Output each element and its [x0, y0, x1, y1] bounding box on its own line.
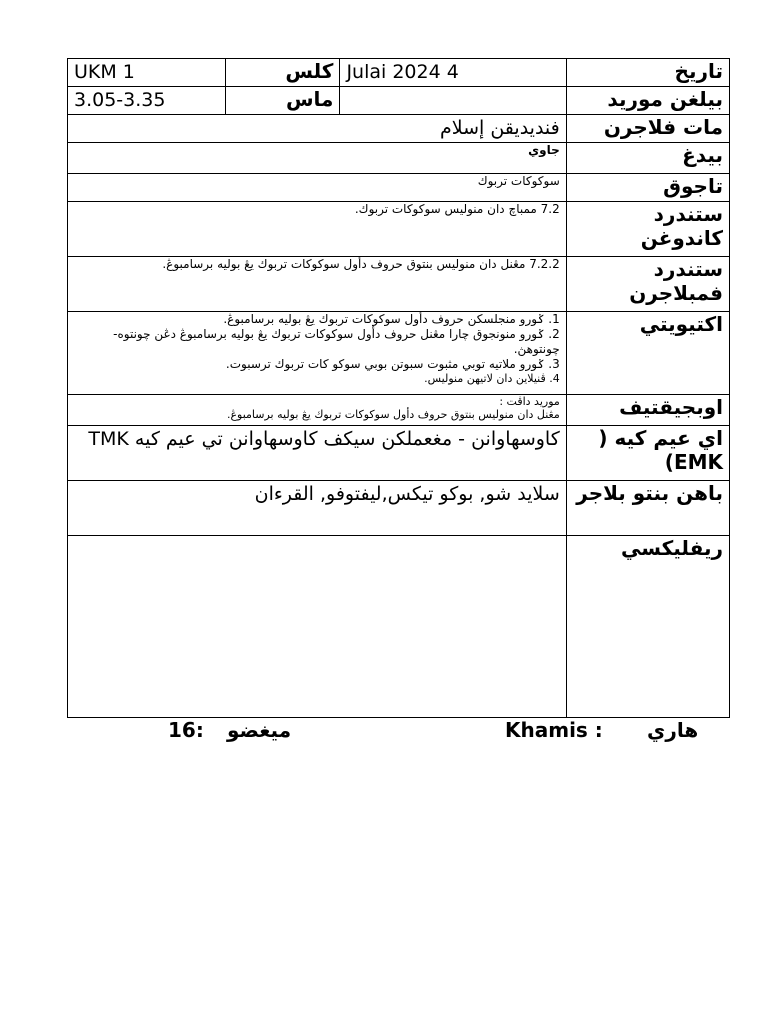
tarikh-label: تاريخ — [566, 59, 729, 87]
masa-label: ماس — [226, 87, 340, 115]
row-aktiviti — [68, 312, 730, 395]
masa-value-text: 3.05-3.35 — [74, 89, 166, 111]
footer — [67, 716, 730, 744]
emk-label: اي عيم كيه ( EMK) — [566, 426, 729, 481]
aktiviti-label: اكتيويتي — [566, 312, 729, 395]
row-bbm — [68, 481, 730, 536]
bidang-label: بيدغ — [566, 143, 729, 174]
tarikh-value — [340, 59, 566, 87]
bidang-value: جاوي — [68, 143, 567, 174]
objektif-value: مڠنل دان منوليس بنتوق حروف دأول سوكوكات تربوك يڠ بوليه برسامبوڠ. — [226, 408, 560, 421]
row-tarikh — [68, 59, 730, 87]
lesson-plan-sheet — [67, 58, 730, 718]
refleksi-value — [68, 536, 567, 718]
hari-value: Khamis : — [505, 718, 603, 742]
row-standard-pembelajaran — [68, 257, 730, 312]
subjek-label: بيلغن موريد — [566, 87, 729, 115]
aktiviti-value — [68, 312, 567, 395]
lesson-plan-table — [67, 58, 730, 718]
row-bidang — [68, 143, 730, 174]
aktiviti-item: 4. ڤنيلاين دان لاتيهن منوليس. — [424, 372, 560, 385]
hari-label: هاري — [647, 718, 699, 742]
row-emk — [68, 426, 730, 481]
emk-value: كاوسهاوانن - مغعملكن سيكف كاوسهاوانن تي عيم كيه TMK — [68, 426, 567, 481]
bbm-label: باهن بنتو بلاجر — [566, 481, 729, 536]
standard-kandungan-label: ستندرد كاندوغن — [566, 202, 729, 257]
tarikh-value-text: Julai 2024 4 — [346, 61, 459, 83]
tajuk-value: سوكوكات تربوك — [68, 174, 567, 202]
standard-pembelajaran-value: 7.2.2 مڠنل دان منوليس بنتوق حروف دأول سوكوكات تربوك يڠ بوليه برسامبوڠ. — [68, 257, 567, 312]
aktiviti-list — [74, 312, 560, 385]
objektif-label: اوبجيقتيف — [566, 395, 729, 426]
kelas-value — [68, 59, 226, 87]
aktiviti-item: 1. ݢورو منجلسكن حروف دأول سوكوكات تربوك يڠ بوليه برسامبوڠ. — [223, 312, 560, 326]
kelas-value-text: UKM 1 — [74, 61, 135, 83]
standard-pembelajaran-label: ستندرد فمبلاجرن — [566, 257, 729, 312]
row-mata-pelajaran — [68, 115, 730, 143]
objektif-intro: موريد داڤت : — [499, 395, 560, 408]
row-subjek — [68, 87, 730, 115]
mata-pelajaran-label: مات فلاجرن — [566, 115, 729, 143]
masa-value — [68, 87, 226, 115]
row-tajuk — [68, 174, 730, 202]
row-objektif — [68, 395, 730, 426]
tajuk-label: تاجوق — [566, 174, 729, 202]
standard-kandungan-value: 7.2 ممباچ دان منوليس سوكوكات تربوك. — [68, 202, 567, 257]
mata-pelajaran-value: فنديديقن إسلام — [68, 115, 567, 143]
bbm-value: سلايد شو, بوكو تيكس,ليفتوفو, القرءان — [68, 481, 567, 536]
kelas-label: كلس — [226, 59, 340, 87]
refleksi-label: ريفليكسي — [566, 536, 729, 718]
aktiviti-item: 3. ݢورو ملاتيه توبي مثبوت سبوتن بوبي سوكو كات تربوك ترسبوت. — [225, 357, 560, 371]
row-standard-kandungan — [68, 202, 730, 257]
row-refleksi — [68, 536, 730, 718]
objektif-value-cell — [68, 395, 567, 426]
minggu-value: 16: — [168, 718, 204, 742]
minggu-label: ميغضو — [227, 718, 292, 742]
subjek-value — [340, 87, 566, 115]
aktiviti-item: 2. ݢورو منونجوق چارا مڠنل حروف دأول سوكوكات تربوك يڠ بوليه برسامبوڠ دڠن چونتوه-چونتوهڽ. — [113, 327, 560, 356]
